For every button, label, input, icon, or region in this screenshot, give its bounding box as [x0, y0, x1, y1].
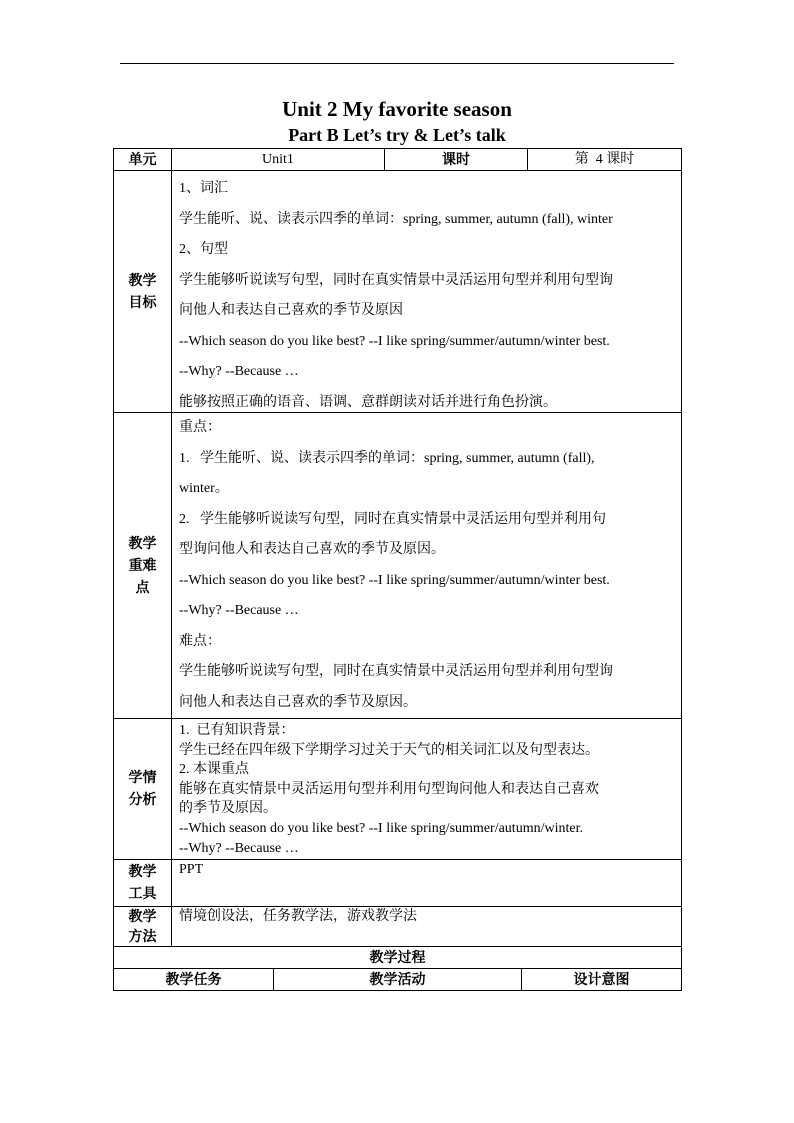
process-col-task-cell: [113, 968, 274, 991]
objectives-line: 1、词汇: [179, 181, 228, 196]
unit-label-cell: [113, 148, 172, 171]
key-points-line: 问他人和表达自己喜欢的季节及原因。: [179, 694, 417, 710]
objectives-line: --Why? --Because …: [179, 364, 299, 379]
process-title: 教学过程: [369, 949, 426, 966]
tools-label-line-1: 教学: [128, 864, 157, 880]
objectives-line: --Which season do you like best? --I like spring/summer/autumn/winter best.: [179, 333, 610, 349]
key-points-line: --Which season do you like best? --I like spring/summer/autumn/winter best.: [179, 572, 610, 588]
learner-analysis-line: --Why? --Because …: [179, 840, 299, 856]
objectives-content-cell: [171, 170, 682, 413]
unit-value-cell: [171, 148, 385, 171]
process-col-intent-cell: [521, 968, 682, 991]
lesson-plan-table: [113, 148, 682, 991]
key-points-line: 重点：: [179, 420, 221, 435]
learner-analysis-line: 1. 已有知识背景：: [179, 723, 295, 738]
period-value: 第 4 课时: [574, 151, 635, 167]
learner-analysis-line: 的季节及原因。: [179, 801, 277, 817]
learner-analysis-line: --Which season do you like best? --I like spring/summer/autumn/winter.: [179, 820, 583, 836]
key-points-label-line-1: 教学: [128, 535, 157, 552]
document-title: Unit 2 My favorite season: [282, 97, 512, 121]
objectives-line: 2、句型: [179, 242, 228, 257]
process-col-activity-cell: [273, 968, 522, 991]
learner-analysis-line: 能够在真实情景中灵活运用句型并利用句型询问他人和表达自己喜欢: [179, 781, 599, 797]
key-points-line: 难点：: [179, 633, 221, 649]
key-points-line: winter。: [179, 481, 229, 496]
learner-analysis-line: 2. 本课重点: [179, 762, 249, 778]
key-points-label-cell: [113, 412, 172, 719]
objectives-label-cell: [113, 170, 172, 413]
objectives-line: 问他人和表达自己喜欢的季节及原因: [179, 303, 403, 318]
period-label: 课时: [442, 151, 470, 168]
tools-content-cell: [171, 859, 682, 907]
objectives-label-line-1: 教学: [128, 272, 157, 289]
tools-label-cell: [113, 859, 172, 907]
document-subtitle: Part B Let’s try & Let’s talk: [288, 125, 506, 145]
period-value-cell: [527, 148, 682, 171]
learner-analysis-content-cell: [171, 718, 682, 860]
learner-analysis-label-cell: [113, 718, 172, 860]
learner-analysis-label-line-2: 分析: [128, 792, 157, 808]
process-col-activity: 教学活动: [369, 971, 426, 988]
methods-label-cell: [113, 906, 172, 947]
methods-value: 情境创设法，任务教学法，游戏教学法: [179, 909, 417, 924]
key-points-line: 2. 学生能够听说读写句型，同时在真实情景中灵活运用句型并利用句: [179, 511, 606, 527]
methods-content-cell: [171, 906, 682, 947]
tools-value: PPT: [179, 862, 204, 877]
objectives-label-line-2: 目标: [128, 294, 157, 311]
period-label-cell: [384, 148, 528, 171]
methods-label-line-1: 教学: [128, 908, 157, 925]
key-points-content-cell: [171, 412, 682, 719]
learner-analysis-label-line-1: 学情: [128, 770, 157, 786]
process-title-cell: [113, 946, 682, 969]
key-points-line: 1. 学生能听、说、读表示四季的单词：spring, summer, autumn (fall),: [179, 450, 595, 466]
objectives-line: 学生能够听说读写句型，同时在真实情景中灵活运用句型并利用句型询: [179, 272, 613, 288]
methods-label-line-2: 方法: [128, 928, 157, 945]
key-points-label-line-2: 重难: [128, 557, 157, 574]
process-col-intent: 设计意图: [573, 971, 630, 988]
tools-label-line-2: 工具: [128, 886, 157, 902]
key-points-line: 型询问他人和表达自己喜欢的季节及原因。: [179, 542, 445, 557]
process-col-task: 教学任务: [165, 971, 222, 988]
header-rule: [120, 63, 674, 64]
key-points-line: 学生能够听说读写句型，同时在真实情景中灵活运用句型并利用句型询: [179, 664, 613, 679]
key-points-line: --Why? --Because …: [179, 603, 299, 618]
unit-value: Unit1: [262, 151, 294, 167]
learner-analysis-line: 学生已经在四年级下学期学习过关于天气的相关词汇以及句型表达。: [179, 742, 599, 758]
key-points-label-line-3: 点: [135, 579, 150, 596]
objectives-line: 能够按照正确的语音、语调、意群朗读对话并进行角色扮演。: [179, 394, 557, 410]
unit-label: 单元: [128, 151, 157, 168]
objectives-line: 学生能听、说、读表示四季的单词：spring, summer, autumn (fall), winter: [179, 211, 613, 227]
